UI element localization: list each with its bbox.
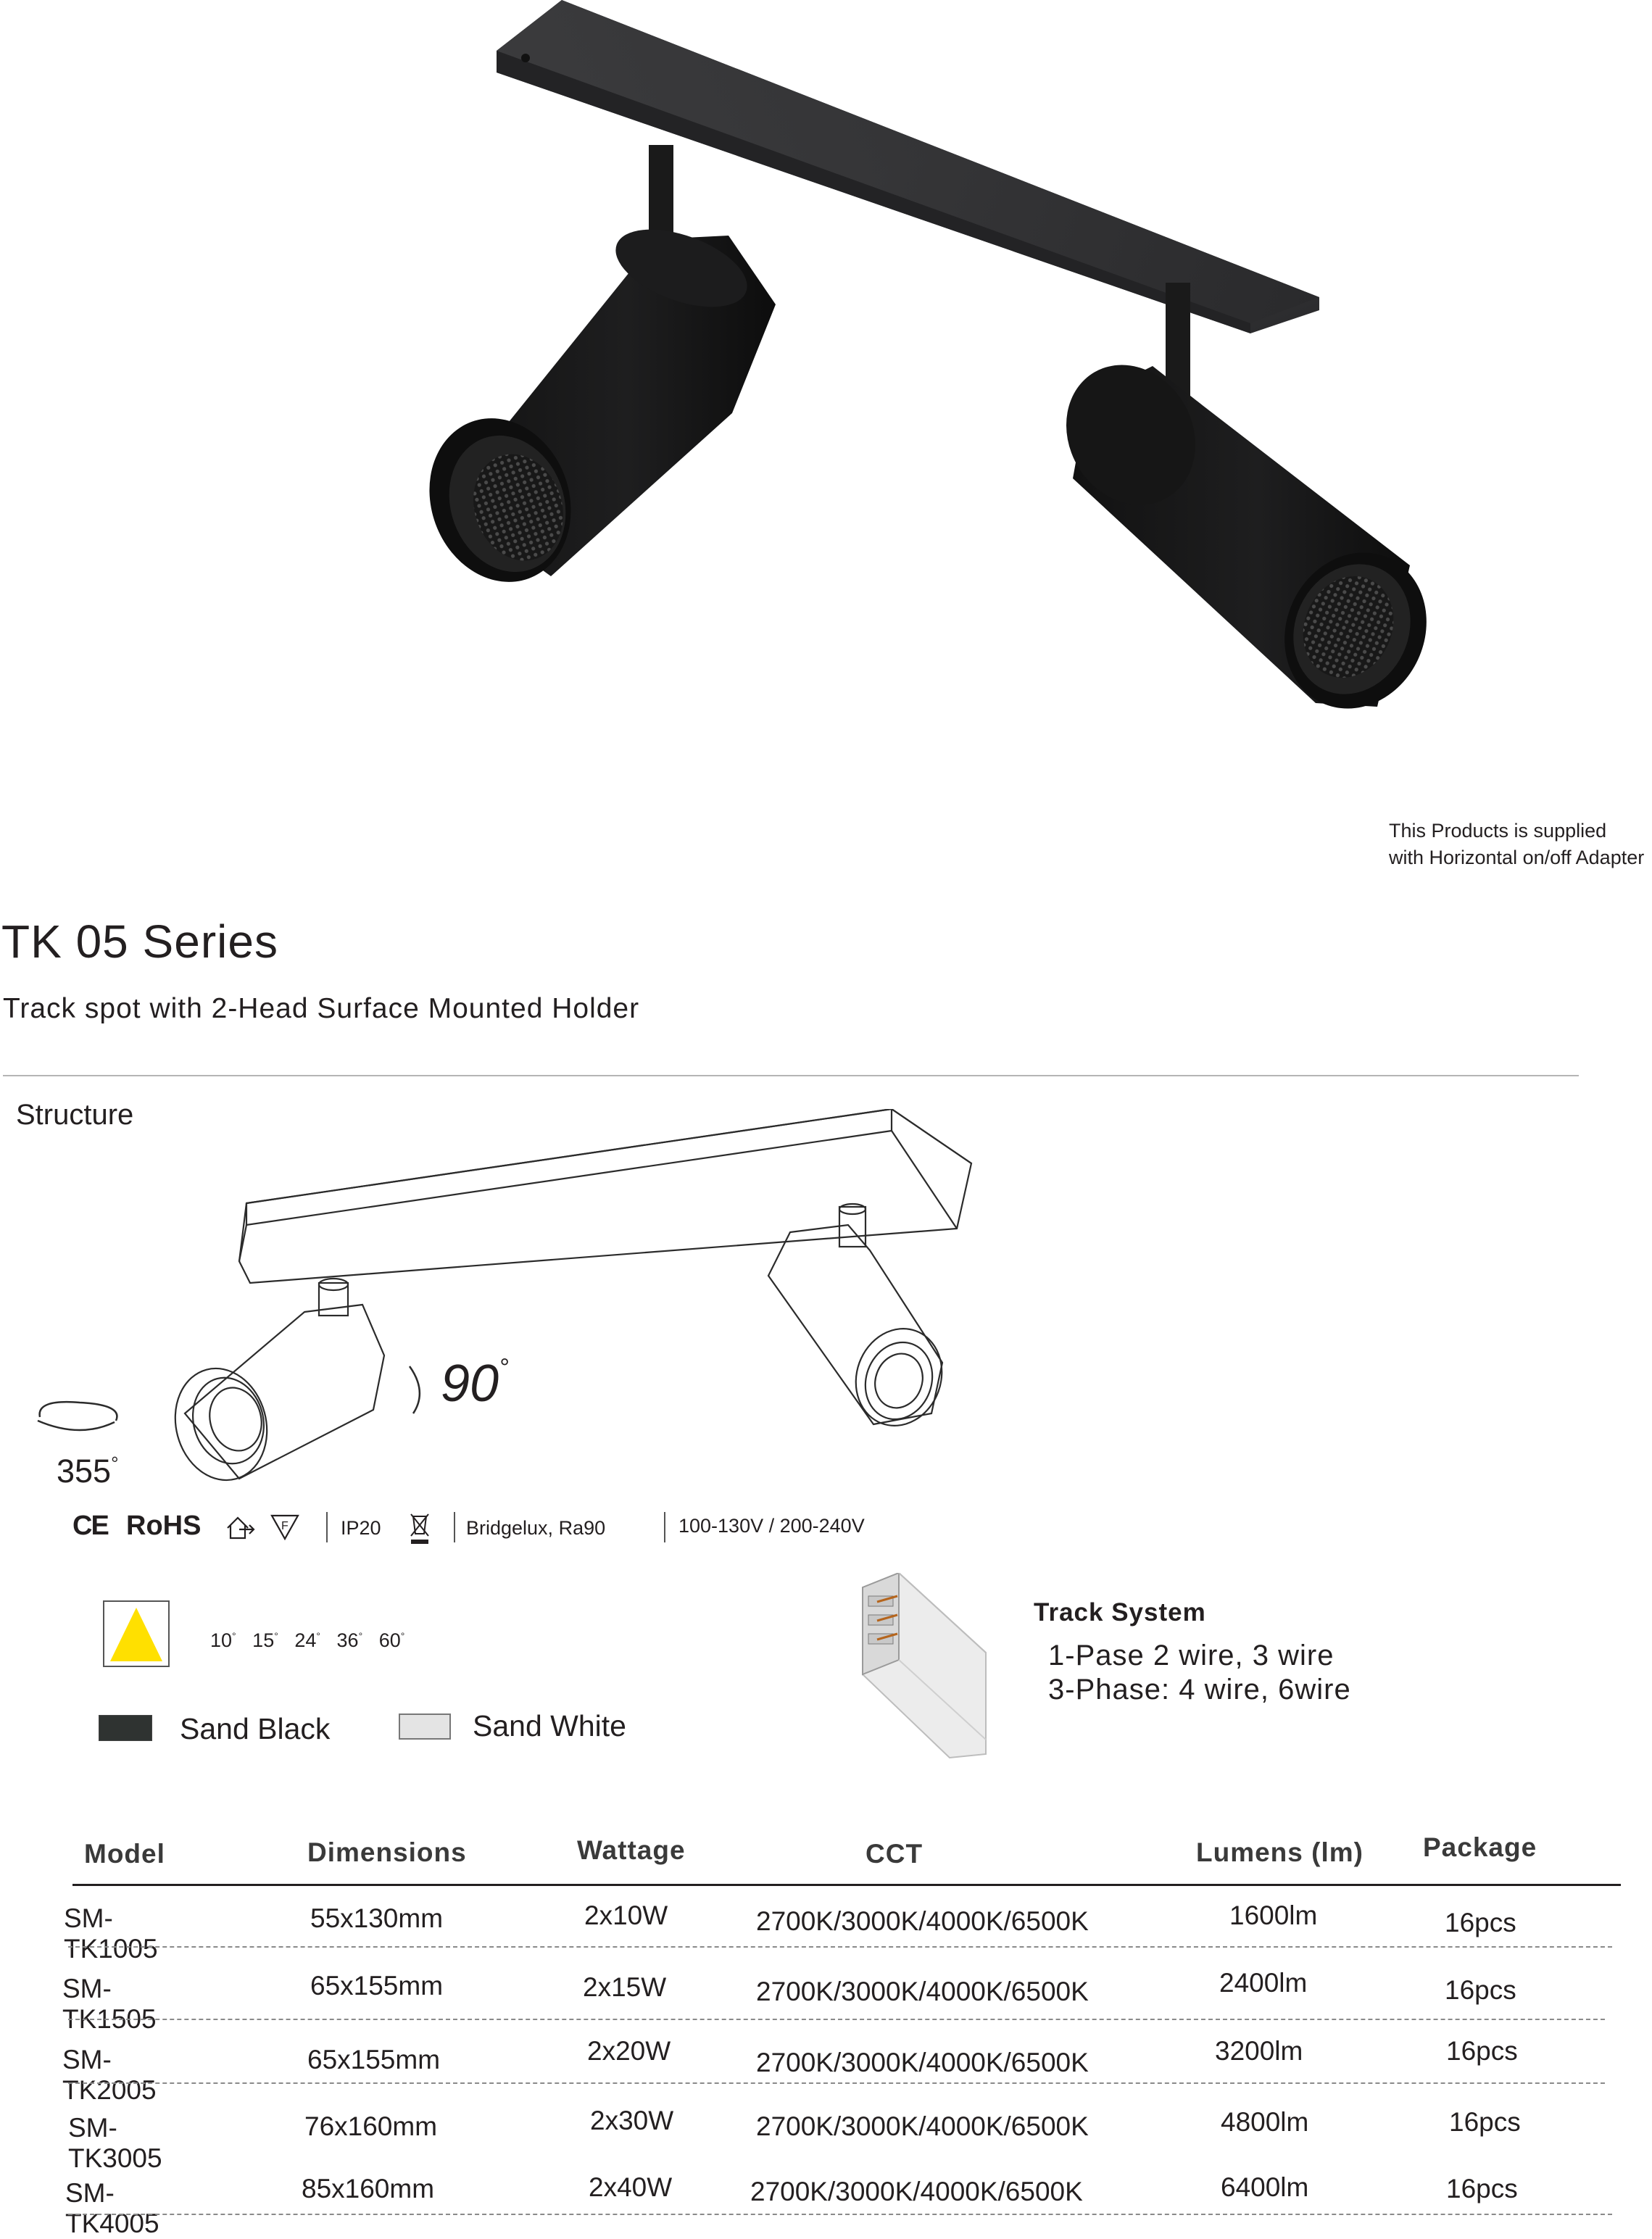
cell-cct: 2700K/3000K/4000K/6500K — [756, 2048, 1089, 2077]
cell-model: SM-TK1005 — [64, 1903, 158, 1964]
cell-package: 16pcs — [1449, 2107, 1521, 2137]
row-divider — [68, 2082, 1605, 2084]
track-system-line-1: 1-Pase 2 wire, 3 wire — [1048, 1640, 1335, 1671]
weee-bin-icon — [407, 1511, 432, 1545]
cell-model: SM-TK3005 — [68, 2113, 162, 2173]
cell-dimensions: 65x155mm — [310, 1971, 444, 2001]
cell-package: 16pcs — [1445, 1908, 1516, 1937]
track-system-line-2: 3-Phase: 4 wire, 6wire — [1048, 1674, 1351, 1706]
voltage-info: 100-130V / 200-240V — [678, 1515, 865, 1537]
cell-lumens: 1600lm — [1229, 1901, 1318, 1930]
cell-wattage: 2x10W — [584, 1901, 668, 1930]
cell-dimensions: 65x155mm — [307, 2045, 441, 2074]
chip-info: Bridgelux, Ra90 — [466, 1517, 606, 1539]
cell-dimensions: 85x160mm — [302, 2174, 435, 2203]
certification-row — [72, 1511, 942, 1547]
rotation-vertical — [441, 1354, 509, 1413]
adapter-note-line-1: This Products is supplied — [1389, 820, 1607, 842]
cell-model: SM-TK1505 — [62, 1974, 157, 2034]
row-divider — [68, 1946, 1612, 1948]
sand-white-swatch — [399, 1713, 451, 1740]
beam-angle-10: 10 — [210, 1629, 233, 1651]
f-mark-letter: F — [281, 1520, 289, 1532]
header-wattage: Wattage — [577, 1835, 686, 1865]
page-subtitle: Track spot with 2-Head Surface Mounted Holder — [3, 993, 640, 1024]
sand-white-label: Sand White — [473, 1709, 626, 1742]
cert-divider — [454, 1512, 455, 1542]
beam-angle-36: 36 — [336, 1629, 359, 1651]
degree-mark: ° — [499, 1354, 509, 1382]
adapter-note — [1389, 818, 1644, 871]
beam-angle-60: 60 — [378, 1629, 401, 1651]
cell-model: SM-TK2005 — [62, 2045, 157, 2105]
sand-black-label: Sand Black — [180, 1712, 331, 1745]
cell-wattage: 2x15W — [583, 1972, 667, 2002]
row-divider — [68, 2214, 1612, 2215]
rotation-horizontal — [57, 1453, 119, 1490]
f-mark-icon — [270, 1513, 300, 1541]
sand-black-swatch — [99, 1715, 152, 1741]
cell-package: 16pcs — [1446, 2174, 1518, 2203]
cell-wattage: 2x40W — [589, 2172, 673, 2202]
cell-lumens: 3200lm — [1215, 2036, 1303, 2066]
section-divider — [3, 1075, 1579, 1076]
indoor-use-icon — [225, 1513, 258, 1541]
cell-lumens: 4800lm — [1221, 2107, 1309, 2137]
table-header-rule — [72, 1884, 1621, 1886]
cell-cct: 2700K/3000K/4000K/6500K — [750, 2177, 1083, 2206]
rohs-mark: RoHS — [126, 1511, 202, 1541]
structure-diagram — [22, 1109, 986, 1515]
cert-divider — [326, 1512, 328, 1542]
beam-angle-15: 15 — [252, 1629, 275, 1651]
structure-label: Structure — [16, 1099, 134, 1131]
beam-angle-list: 10° 15° 24° 36° 60° — [210, 1629, 405, 1651]
track-profile-image — [855, 1573, 993, 1761]
cell-cct: 2700K/3000K/4000K/6500K — [756, 2111, 1089, 2141]
ce-mark-icon: CE — [72, 1511, 108, 1541]
header-package: Package — [1423, 1832, 1537, 1862]
cell-package: 16pcs — [1445, 1975, 1516, 2005]
track-system-title: Track System — [1034, 1598, 1206, 1627]
cell-cct: 2700K/3000K/4000K/6500K — [756, 1977, 1089, 2006]
product-photo — [406, 0, 1435, 725]
cell-package: 16pcs — [1446, 2036, 1518, 2066]
cell-dimensions: 55x130mm — [310, 1903, 444, 1933]
degree-mark: ° — [111, 1453, 119, 1474]
cert-divider — [664, 1512, 665, 1542]
cell-wattage: 2x30W — [590, 2106, 674, 2135]
beam-angle-24: 24 — [294, 1629, 317, 1651]
rotation-vertical-value: 90 — [441, 1355, 499, 1413]
row-divider — [68, 2019, 1605, 2020]
cell-dimensions: 76x160mm — [304, 2111, 438, 2141]
beam-angle-icon — [103, 1600, 170, 1667]
header-model: Model — [84, 1839, 165, 1869]
rotation-horizontal-value: 355 — [57, 1453, 112, 1490]
cell-cct: 2700K/3000K/4000K/6500K — [756, 1906, 1089, 1936]
header-lumens: Lumens (lm) — [1196, 1837, 1363, 1867]
header-cct: CCT — [866, 1839, 923, 1869]
cell-model: SM-TK4005 — [65, 2178, 159, 2238]
ip-rating: IP20 — [341, 1517, 381, 1539]
header-dimensions: Dimensions — [307, 1837, 467, 1867]
cell-wattage: 2x20W — [587, 2036, 671, 2066]
adapter-note-line-2: with Horizontal on/off Adapter — [1389, 847, 1645, 868]
cell-lumens: 2400lm — [1219, 1968, 1308, 1998]
page-title: TK 05 Series — [1, 915, 278, 968]
cell-lumens: 6400lm — [1221, 2172, 1309, 2202]
